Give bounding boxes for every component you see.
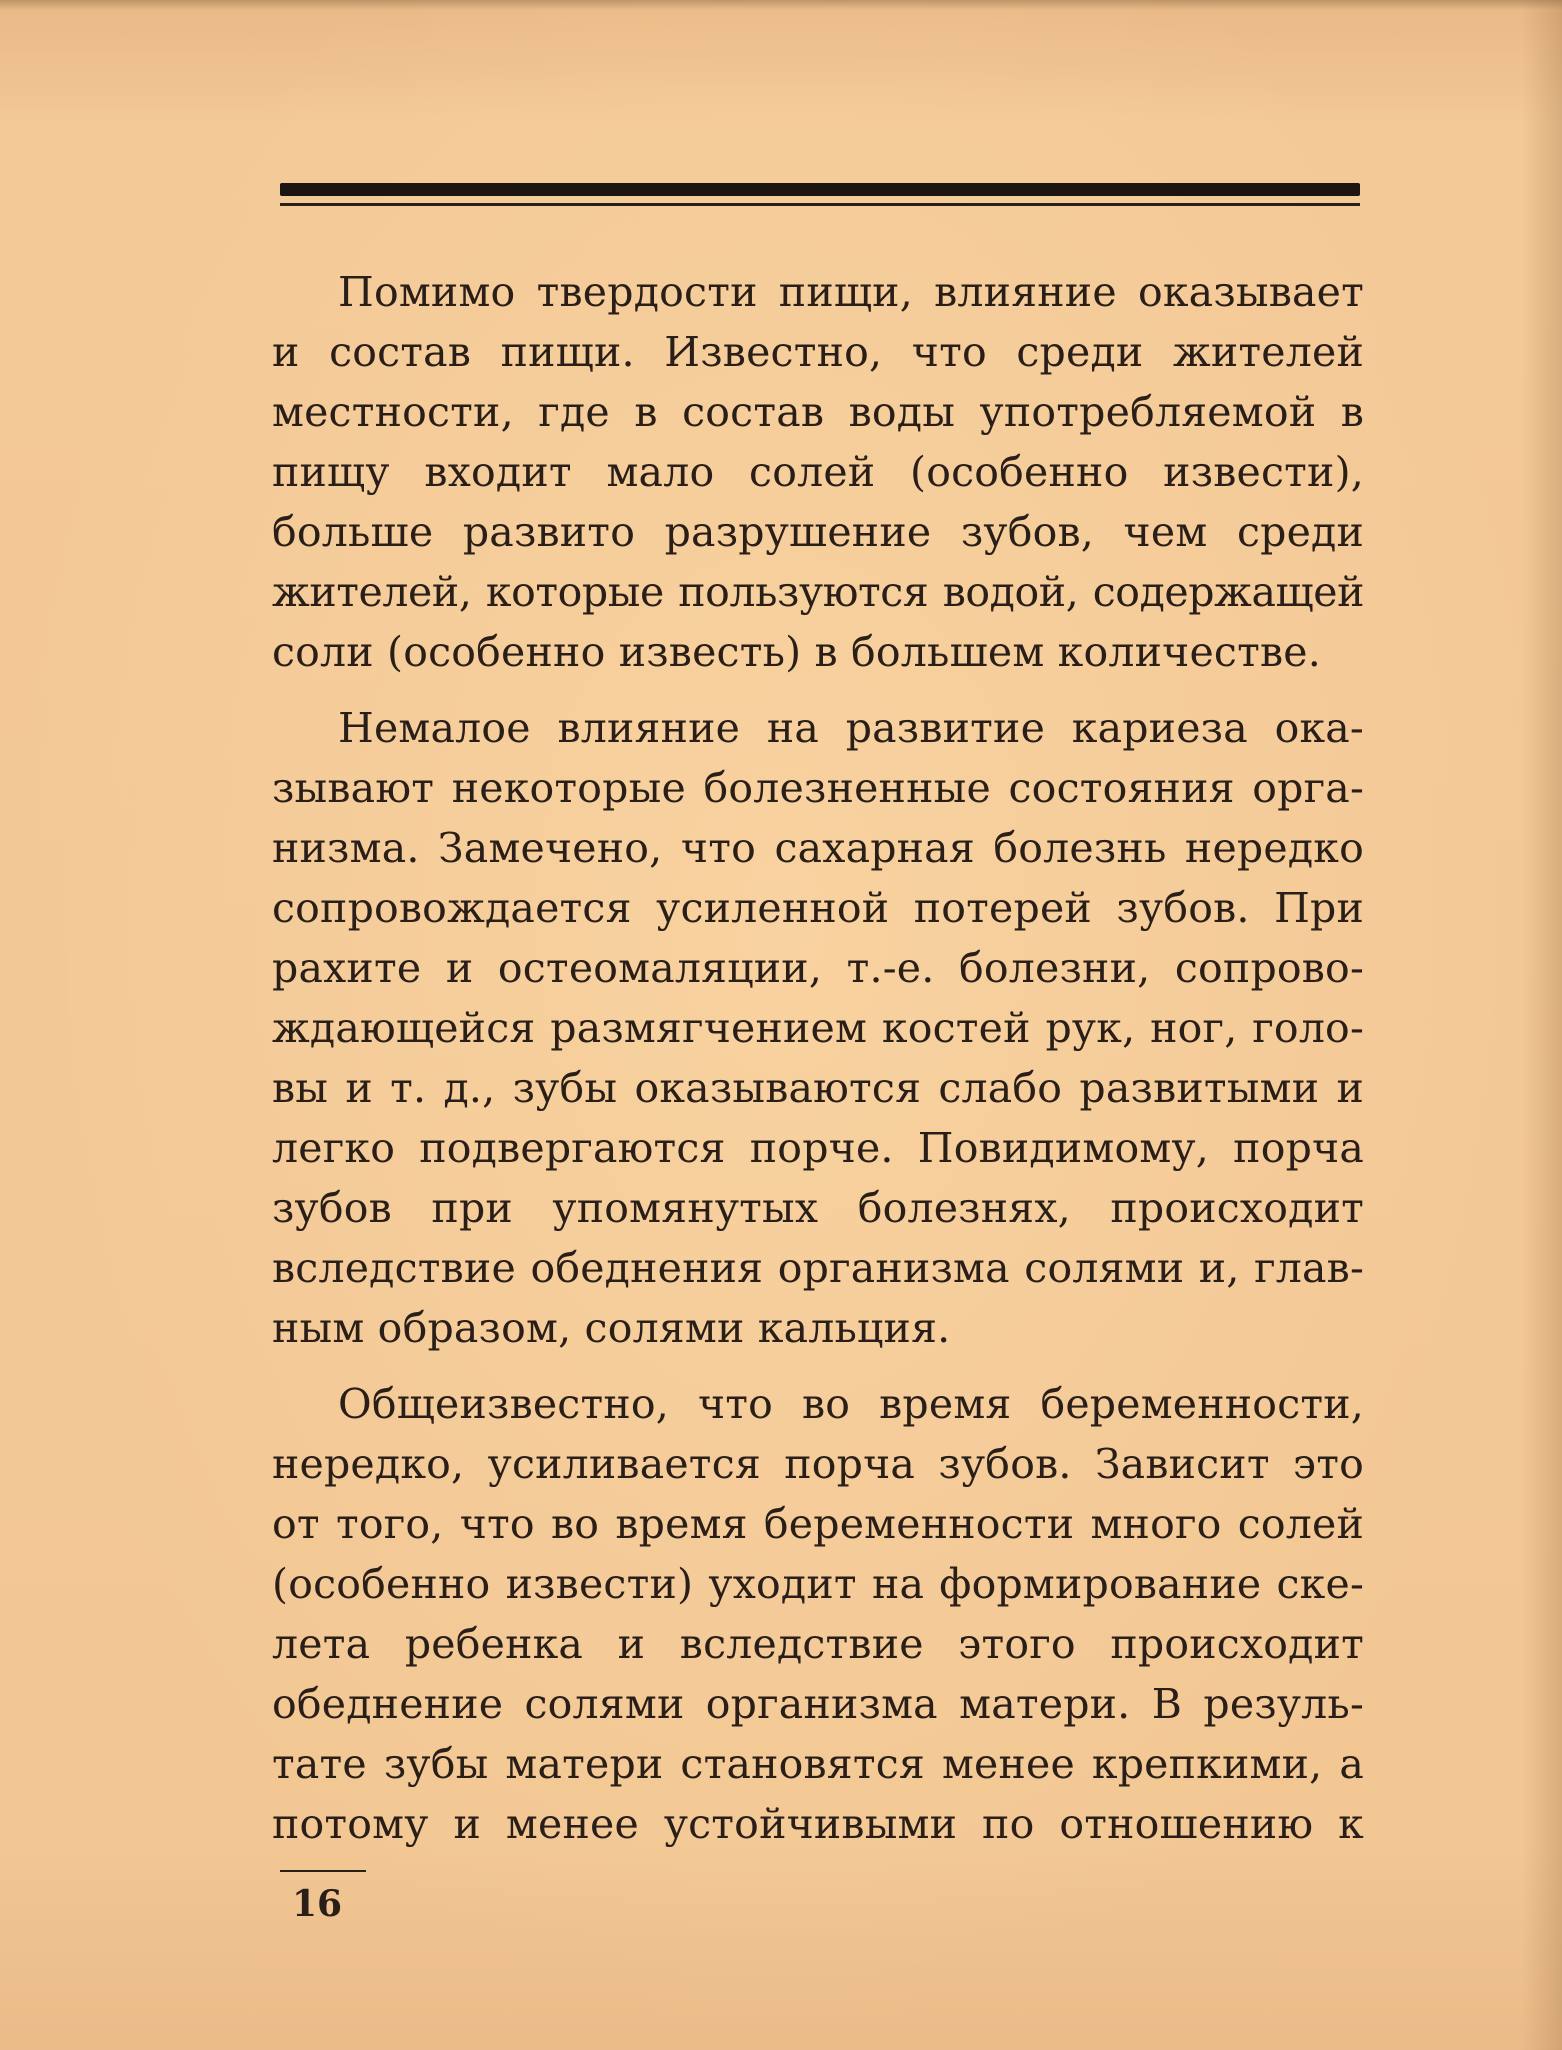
paragraph-1 <box>272 262 1364 682</box>
footer-rule <box>280 1870 366 1872</box>
text-line: Общеизвестно, что во время беременности, <box>338 1380 1364 1428</box>
header-rule-thin <box>280 203 1360 206</box>
page-number: 16 <box>292 1883 343 1925</box>
header-rule-thick <box>280 183 1360 196</box>
text-line: пищу входит мало солей (особенно извести), <box>272 448 1364 496</box>
text-line: обеднение солями организма матери. В резуль- <box>272 1680 1364 1728</box>
text-line: ждающейся размягчением костей рук, ног, голо- <box>272 1004 1364 1052</box>
paragraph-2 <box>272 698 1364 1358</box>
text-line: (особенно извести) уходит на формирование ске- <box>272 1560 1364 1608</box>
text-line: и состав пищи. Известно, что среди жителей <box>272 328 1364 376</box>
paragraph-3 <box>272 1374 1364 1854</box>
body-text <box>272 262 1364 1870</box>
text-line: низма. Замечено, что сахарная болезнь нередко <box>272 824 1364 872</box>
text-line: от того, что во время беременности много солей <box>272 1500 1364 1548</box>
text-line: нередко, усиливается порча зубов. Зависит это <box>272 1440 1364 1488</box>
text-line: ным образом, солями кальция. <box>272 1304 951 1352</box>
text-line: жителей, которые пользуются водой, содержащей <box>272 568 1364 616</box>
text-line: потому и менее устойчивыми по отношению к <box>272 1800 1364 1848</box>
page-edge-shadow-right <box>1522 0 1562 2050</box>
text-line: соли (особенно известь) в большем количестве. <box>272 628 1321 676</box>
text-line: легко подвергаются порче. Повидимому, порча <box>272 1124 1364 1172</box>
text-line: тате зубы матери становятся менее крепкими, а <box>272 1740 1364 1788</box>
text-line: больше развито разрушение зубов, чем среди <box>272 508 1364 556</box>
text-line: рахите и остеомаляции, т.-е. болезни, сопрово- <box>272 944 1364 992</box>
text-line: Помимо твердости пищи, влияние оказывает <box>338 268 1364 316</box>
text-line: вследствие обеднения организма солями и, глав- <box>272 1244 1364 1292</box>
text-line: лета ребенка и вследствие этого происходит <box>272 1620 1364 1668</box>
text-line: зывают некоторые болезненные состояния орга- <box>272 764 1364 812</box>
page-edge-shadow-top <box>0 0 1562 10</box>
text-line: сопровождается усиленной потерей зубов. При <box>272 884 1364 932</box>
text-line: местности, где в состав воды употребляемой в <box>272 388 1364 436</box>
text-line: Немалое влияние на развитие кариеза ока- <box>338 704 1364 752</box>
text-line: зубов при упомянутых болезнях, происходит <box>272 1184 1364 1232</box>
text-line: вы и т. д., зубы оказываются слабо развитыми и <box>272 1064 1364 1112</box>
